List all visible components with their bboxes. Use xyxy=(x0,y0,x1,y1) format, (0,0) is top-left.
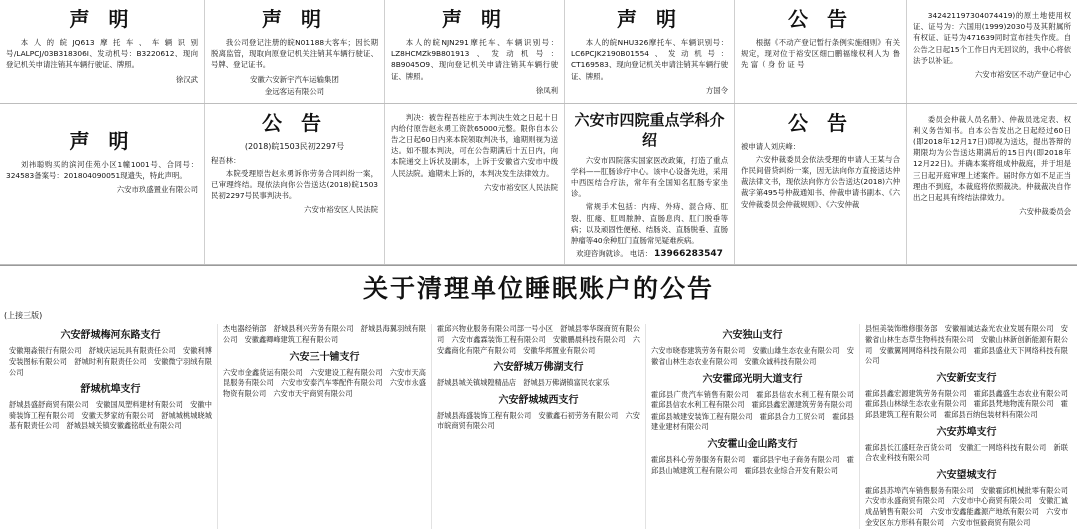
signature-line: 六安市裕安区人民法院 xyxy=(304,205,378,215)
branch-entries xyxy=(223,324,426,345)
branch-heading: 六安舒城城西支行 xyxy=(498,394,579,406)
branch-entries xyxy=(223,368,426,400)
entry-list: 舒城县海盛装饰工程有限公司 安徽鑫石初劳务有限公司 六安市皖商贸有限公司 xyxy=(437,410,640,431)
entry-list: 舒城县城关镇城隍精品店 舒城县万佛湖镇富民农家乐 xyxy=(437,378,610,388)
listing-columns xyxy=(0,324,1077,529)
notice-body xyxy=(211,37,378,71)
branch-heading: 六安霍邱光明大道支行 xyxy=(702,373,803,385)
article-paragraph: 六安市四院落实国家医改政策，打造了重点学科——肛肠诊疗中心。该中心设备先进，采用中西医结合疗法，常年有全国知名肛肠专家坐诊。 xyxy=(571,155,728,199)
entry-list: 舒城县盛舒商贸有限公司 安徽国凤塑料建材有限公司 安徽中骑装饰工程有限公司 安徽天梦家纺有限公司 舒城城桃城晓城基有限责任公司 舒城县城关镇安徽鑫铭纸业有限公司 xyxy=(9,400,212,431)
signature-line: 六安市裕安区不动产登记中心 xyxy=(974,70,1071,80)
signature-line: 安徽六安新宇汽车运输集团 xyxy=(250,74,339,84)
notice-card xyxy=(907,0,1077,103)
tel-number[interactable]: 13966283547 xyxy=(654,249,723,260)
notice-paragraph: 我公司登记注册的皖N01188大客车；因长期脱离监管，现取向原登记机关注销其车辆行驶证、号牌、登记证书。 xyxy=(211,38,378,70)
entry-list: 六安市晓春建筑劳务有限公司 安徽山雄生态农业有限公司 安徽省山林生态农业有限公司 安徽众诚科技有限公司 xyxy=(651,346,854,367)
notice-title: 公 告 xyxy=(788,7,853,31)
notice-signature xyxy=(6,74,198,86)
article-paragraph: 常规手术包括：内痔、外痔、混合痔、肛裂、肛瘘、肛周脓肿、直肠息肉、肛门脱垂等病；以及顽固性便秘、结肠炎、直肠脱垂、直肠肿瘤等40余种肛门直肠常见疑难疾病。 xyxy=(571,202,728,246)
branch-heading: 六安望城支行 xyxy=(936,469,997,481)
notice-signature xyxy=(391,182,558,194)
article-card xyxy=(565,104,735,265)
notice-signature xyxy=(211,204,378,216)
notice-title: 公 告 xyxy=(788,110,853,135)
branch-heading: 六安独山支行 xyxy=(722,330,783,342)
notice-title: 声 明 xyxy=(69,128,135,153)
branch-entries xyxy=(9,346,212,378)
notice-signature xyxy=(571,85,728,97)
entry-list: 霍邱县广贵汽车销售有限公司 霍邱县信农水利工程有限公司 霍邱县信农水利工程有限公司 霍邱县鑫宏源建筑劳务有限公司 xyxy=(651,389,862,410)
notice-body xyxy=(741,37,900,71)
page-headline: 关于清理单位睡眠账户的公告 xyxy=(362,274,714,304)
listing-column xyxy=(432,324,646,529)
branch-entries xyxy=(865,443,1068,464)
entry-list: 县恒美装饰维修服务部 安徽福诚达淼光农业发展有限公司 安徽省山林生态草生物科技有限公司 安徽山林新创新能源有限公司 安徽翼网网络科技有限公司 霍邱县盛业天下网络科技有限公司 xyxy=(865,324,1068,366)
notice-body xyxy=(211,155,378,202)
branch-heading: 舒城杭埠支行 xyxy=(80,384,141,396)
entry-list: 霍邱兴物业服务有限公司部一号小区 舒城县零华琛商贸有限公司 六安市鑫霖装饰工程有限公司 安徽鹏晨科技有限公司 六安鑫商化有限产有限公司 安徽华邦置业有限公司 xyxy=(437,324,640,355)
branch-heading: 六安舒城梅河东路支行 xyxy=(60,330,161,342)
notice-body xyxy=(6,37,198,71)
notice-signature xyxy=(6,184,198,196)
listing-column xyxy=(860,324,1076,529)
notice-signature xyxy=(913,69,1071,81)
entry-list: 六安市金鑫货运有限公司 六安建设工程有限公司 六安市天高昆服务有限公司 六安市安泰汽车零配件有限公司 六安市永盛物资有限公司 六安市天宇商贸有限公司 xyxy=(223,367,426,398)
headline-block xyxy=(0,265,1077,324)
signature-line: 徐凤利 xyxy=(535,85,558,95)
notice-body xyxy=(391,112,558,179)
notice-signature xyxy=(913,206,1071,218)
notice-paragraph: 本人的皖NJN291摩托车、车辆识别号：LZ8HCMZk9B801913、发动机号：8B9045O9、现向登记机关申请注销其车辆行驶证、牌照。 xyxy=(391,38,558,81)
branch-entries xyxy=(437,324,640,356)
tel-label: 电话： xyxy=(629,249,653,259)
notice-card xyxy=(385,104,565,265)
signature-line: 徐汉武 xyxy=(175,74,198,84)
notice-body xyxy=(913,10,1071,66)
branch-heading: 六安霍山金山路支行 xyxy=(707,439,798,450)
notice-title: 公 告 xyxy=(262,110,327,135)
branch-entries xyxy=(437,411,640,432)
signature-line: 六安仲裁委员会 xyxy=(1019,207,1071,217)
notice-card xyxy=(385,0,565,103)
entry-list: 杰电器经销部 舒城县利兴劳务有限公司 舒城县海翼羽绒有限公司 安徽鑫卿峰建筑工程有限公司 xyxy=(223,324,426,345)
article-body xyxy=(571,155,728,247)
notice-body xyxy=(391,37,558,82)
notice-addressee: 被申请人刘庆峰： xyxy=(741,141,801,151)
notice-row-1 xyxy=(0,0,1077,104)
notice-title: 声 明 xyxy=(617,7,682,31)
notice-paragraph: 本人的皖JQ613摩托车、车辆识别号/LALPCJ/03B318306I、发动机号：B3220612、现向登记机关申请注销其车辆行驶证、牌照。 xyxy=(6,38,198,70)
notice-paragraph: 刘祎聪购买的滨河佳苑小区1幢1001号、合同号：324583备案号：201804090051现遗失，特此声明。 xyxy=(6,159,198,180)
branch-entries xyxy=(651,455,854,476)
notice-title: 声 明 xyxy=(262,7,327,31)
notice-card xyxy=(0,104,205,265)
article-title: 六安市四院重点学科介绍 xyxy=(574,110,725,149)
branch-entries xyxy=(865,485,1076,528)
listing-column xyxy=(218,324,432,529)
notice-paragraph: 本院受理原告赵永勇诉你劳务合同纠纷一案，已审理终结。现依法向你公告送达(2018)皖1503民初2297号民事判决书。 xyxy=(211,168,378,201)
notice-paragraph: 根据《不动产登记暂行条例实施细则》有关规定，现对位于裕安区细□鹏福缘权利人为 鲁 先 富（ 身 份 证 号 xyxy=(741,38,900,70)
notice-signature xyxy=(211,74,378,98)
signature-line: 方国令 xyxy=(705,85,728,95)
branch-entries xyxy=(865,388,1076,421)
notice-signature xyxy=(391,85,558,97)
entry-list: 霍邱县科心劳务服务有限公司 霍邱县宇电子商务有限公司 霍邱县山城建筑工程有限公司 霍邱县农业综合开发有限公司 xyxy=(651,455,854,475)
branch-heading: 六安三十铺支行 xyxy=(289,351,360,363)
notice-paragraph: 六安仲裁委员会依法受理的申请人王某与合作民间借贷纠纷一案，因无法向你方直接送达仲裁法律文书，现依法向你方公告送达(2018)六仲裁字第495号仲裁通知书、仲裁申请书副本、《六安仲裁委员会仲裁规则》、《六安仲裁 xyxy=(741,154,900,209)
entry-list: 安徽翔淼银行有限公司 舒城庆运玩具有限责任公司 安徽利博安装图标有限公司 舒城时利有限责任公司 安徽微宁羽绒有限公司 xyxy=(9,346,212,377)
notice-card xyxy=(565,0,735,103)
branch-entries xyxy=(865,324,1068,366)
signature-line: 金远客运有限公司 xyxy=(264,87,325,97)
branch-heading: 六安苏埠支行 xyxy=(936,426,997,438)
entry-list: 霍邱县长江盛旺杂百货公司 安徽汇一网络科技有限公司 新联合农业科技有限公司 xyxy=(865,442,1068,463)
notice-title: 声 明 xyxy=(69,7,135,31)
listing-column xyxy=(4,324,218,529)
notice-paragraph: 本人的皖NHU326摩托车、车辆识别号：LC6PCJK2190B01554、发动机号：CT169583、现向登记机关申请注销其车辆行驶证、牌照。 xyxy=(571,38,728,81)
entry-list: 霍邱县苏埠汽车销售服务有限公司 安徽霍邱机械批零有限公司 六安市永盛商贸有限公司 六安市中心商贸有限公司 安徽汇诚成品销售有限公司 六安市安鑫能鑫源产地纸有限公司 六安市金安区东方形科有限公司 六安市恒毅商贸有限公司 xyxy=(865,485,1076,527)
notice-paragraph: 342421197304074419)的原土地使用权证、证号为：六国用(1999)2030号及其附属所有权证、证号为471639同时宣布挂失作废。自公告之日起15个工作日内无回议的，我中心将依法予以补证。 xyxy=(913,11,1071,65)
branch-entries xyxy=(651,346,854,367)
notice-card xyxy=(205,0,385,103)
entry-list: 霍邱县城建安装饰工程有限公司 霍邱县合力工贸公司 霍邱县建业建材有限公司 xyxy=(651,411,854,432)
continuation-note: (上接三版) xyxy=(4,311,43,321)
notice-body xyxy=(571,37,728,82)
notice-body xyxy=(913,114,1071,204)
welcome-text: 欢迎咨询就诊。 xyxy=(576,249,628,259)
signature-line: 六安市裕安区人民法院 xyxy=(484,182,558,192)
notice-card xyxy=(205,104,385,265)
notice-paragraph: 委员会仲裁人员名册》、仲裁员选定表、权利义务告知书。自本公告发出之日起经过60日(即2018年12月17日)即视为送达，提出答辩的期限均为公告送达期满后的15日内(即2018年12月22日)。并确本案将组成仲裁庭，并于坦是三日起开庭审理上述案件。届时你方如不足正当理由不到庭，本裁庭将依照裁决。仲裁裁决自作出之日起具有终结法律效力。 xyxy=(913,114,1071,203)
signature-line: 六安市玖盛置业有限公司 xyxy=(116,185,198,195)
branch-entries xyxy=(437,378,640,389)
branch-entries xyxy=(651,389,862,433)
notice-card xyxy=(735,0,907,103)
notice-paragraph: 判决：被告程吾桂应于本判决生效之日起十日内给付原告赵永勇工资款65000元整。限你自本公告之日起60日内来本院领取判决书，逾期则视为送达。如不服本判决，可在公告期满后十五日内，向本院递交上诉状及副本，上诉于安徽省六安市中级人民法院。逾期未上诉的，本判决发生法律效力。 xyxy=(391,112,558,178)
notice-body xyxy=(741,141,900,210)
entry-list: 霍邱县鑫宏源建筑劳务有限公司 霍邱县鑫盛生态农业有限公司 霍邱县山林绿生态农业有限公司 霍邱县梵地物流有限公司 霍邱县建筑工程有限公司 霍邱县百纳包装材料有限公司 xyxy=(865,388,1076,419)
notice-card xyxy=(735,104,907,265)
branch-heading: 六安新安支行 xyxy=(936,372,997,384)
notice-card xyxy=(0,0,205,103)
notice-case-number: (2018)皖1503民初2297号 xyxy=(244,141,345,151)
notice-card xyxy=(907,104,1077,265)
notice-body xyxy=(6,159,198,181)
branch-heading: 六安舒城万佛湖支行 xyxy=(493,362,584,374)
notice-row-2 xyxy=(0,104,1077,266)
branch-entries xyxy=(9,400,212,432)
notice-addressee: 程吾林： xyxy=(211,155,241,165)
notice-title: 声 明 xyxy=(442,7,507,31)
listing-column xyxy=(646,324,860,529)
